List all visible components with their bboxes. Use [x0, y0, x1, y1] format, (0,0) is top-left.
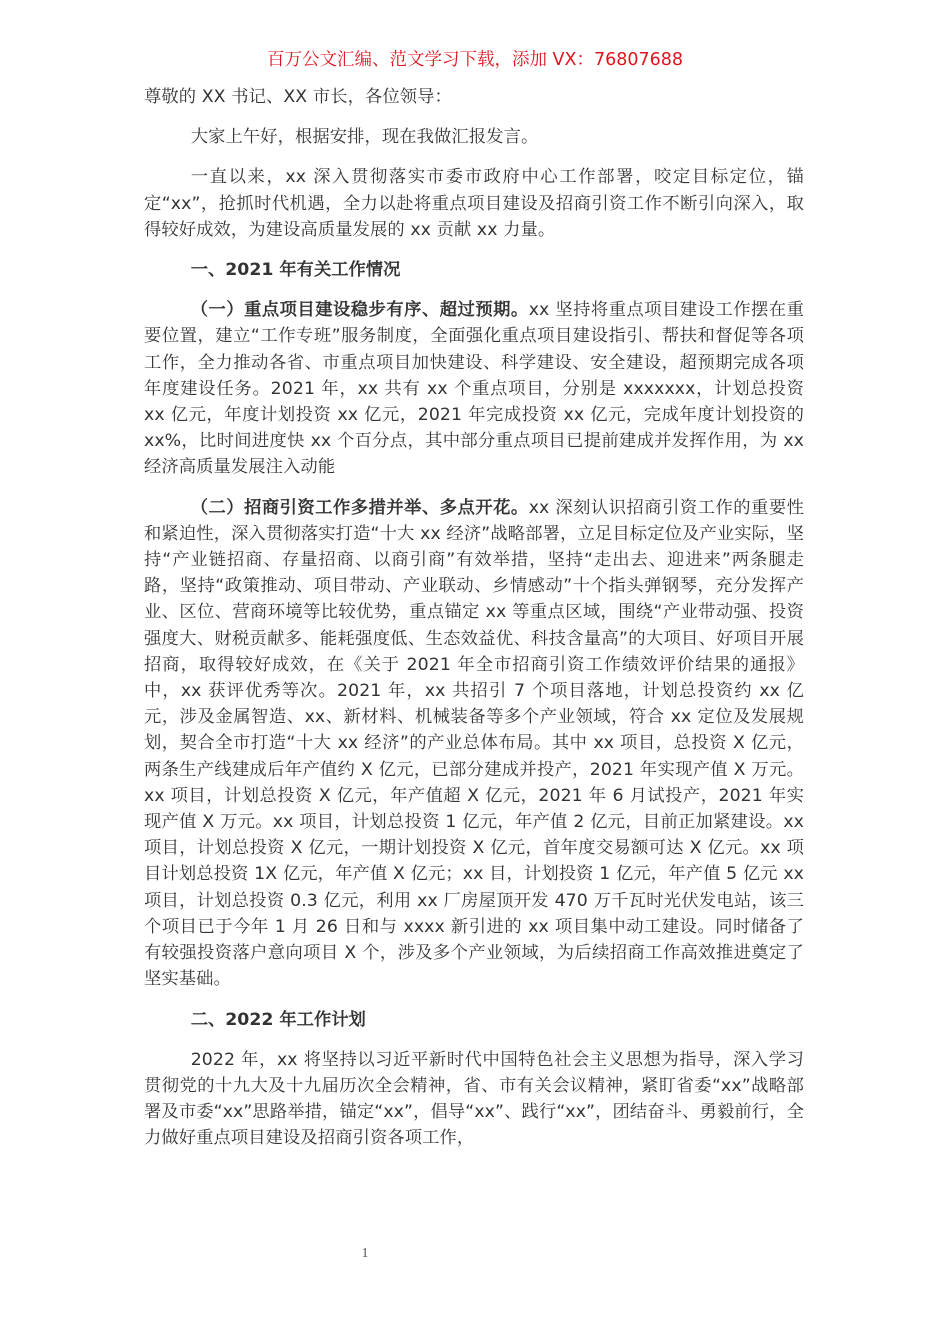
section-1-sub-2-paragraph: [144, 495, 804, 993]
section-2-heading: 二、2022 年工作计划: [190, 1009, 366, 1030]
promo-banner: 百万公文汇编、范文学习下载，添加 VX：76807688: [266, 50, 684, 70]
intro-paragraph: 一直以来，xx 深入贯彻落实市委市政府中心工作部署，咬定目标定位，锚定“xx”，抢抓时代机遇，全力以赴将重点项目建设及招商引资工作不断引向深入，取得较好成效，为建设高质量发展的 xx 贡献 xx 力量。: [144, 167, 804, 240]
greeting-paragraph: 大家上午好，根据安排，现在我做汇报发言。: [190, 127, 539, 148]
section-1-sub-2-title: （二）招商引资工作多措并举、多点开花。: [190, 497, 529, 518]
section-1-sub-1-paragraph: [144, 297, 804, 480]
salutation: 尊敬的 XX 书记、XX 市长，各位领导：: [144, 87, 452, 107]
section-2-paragraph: 2022 年，xx 将坚持以习近平新时代中国特色社会主义思想为指导，深入学习贯彻党的十九大及十九届历次全会精神，省、市有关会议精神，紧盯省委“xx”战略部署及市委“xx”思路举措，锚定“xx”，倡导“xx”、践行“xx”，团结奋斗、勇毅前行，全力做好重点项目建设及招商引资各项工作，: [144, 1049, 804, 1149]
section-1-sub-1-body: xx 坚持将重点项目建设工作摆在重要位置，建立“工作专班”服务制度，全面强化重点项目建设指引、帮扶和督促等各项工作，全力推动各省、市重点项目加快建设、科学建设、安全建设，超预期完成各项年度建设任务。2021 年，xx 共有 xx 个重点项目，分别是 xxxxxxx，计划总投资 xx 亿元，年度计划投资 xx 亿元，2021 年完成投资 xx 亿元，完成年度计划投资的 xx%，比时间进度快 xx 个百分点，其中部分重点项目已提前建成并发挥作用，为 xx 经济高质量发展注入动能: [144, 300, 804, 478]
page-number: 1: [361, 1246, 369, 1261]
section-1-sub-1-title: （一）重点项目建设稳步有序、超过预期。: [190, 300, 529, 321]
section-1-heading: 一、2021 年有关工作情况: [190, 260, 401, 281]
section-1-sub-2-body: xx 深刻认识招商引资工作的重要性和紧迫性，深入贯彻落实打造“十大 xx 经济”战略部署，立足目标定位及产业实际，坚持“产业链招商、存量招商、以商引商”有效举措，坚持“走出去、迎进来”两条腿走路，坚持“政策推动、项目带动、产业联动、乡情感动”十个指头弹钢琴，充分发挥产业、区位、营商环境等比较优势，重点锚定 xx 等重点区域，围绕“产业带动强、投资强度大、财税贡献多、能耗强度低、生态效益优、科技含量高”的大项目、好项目开展招商，取得较好成效，在《关于 2021 年全市招商引资工作绩效评价结果的通报》中，xx 获评优秀等次。2021 年，xx 共招引 7 个项目落地，计划总投资约 xx 亿元，涉及金属智造、xx、新材料、机械装备等多个产业领域，符合 xx 定位及发展规划，契合全市打造“十大 xx 经济”的产业总体布局。其中 xx 项目，总投资 X 亿元，两条生产线建成后年产值约 X 亿元，已部分建成并投产，2021 年实现产值 X 万元。xx 项目，计划总投资 X 亿元，年产值超 X 亿元，2021 年 6 月试投产，2021 年实现产值 X 万元。xx 项目，计划总投资 1 亿元，年产值 2 亿元，目前正加紧建设。xx 项目，计划总投资 X 亿元，一期计划投资 X 亿元，首年度交易额可达 X 亿元。xx 项目计划总投资 1X 亿元，年产值 X 亿元；xx 目，计划投资 1 亿元，年产值 5 亿元 xx 项目，计划总投资 0.3 亿元，利用 xx 厂房屋顶开发 470 万千瓦时光伏发电站，该三个项目已于今年 1 月 26 日和与 xxxx 新引进的 xx 项目集中动工建设。同时储备了有较强投资落户意向项目 X 个，涉及多个产业领域，为后续招商工作高效推进奠定了坚实基础。: [144, 497, 804, 990]
document-body: [144, 84, 804, 1152]
